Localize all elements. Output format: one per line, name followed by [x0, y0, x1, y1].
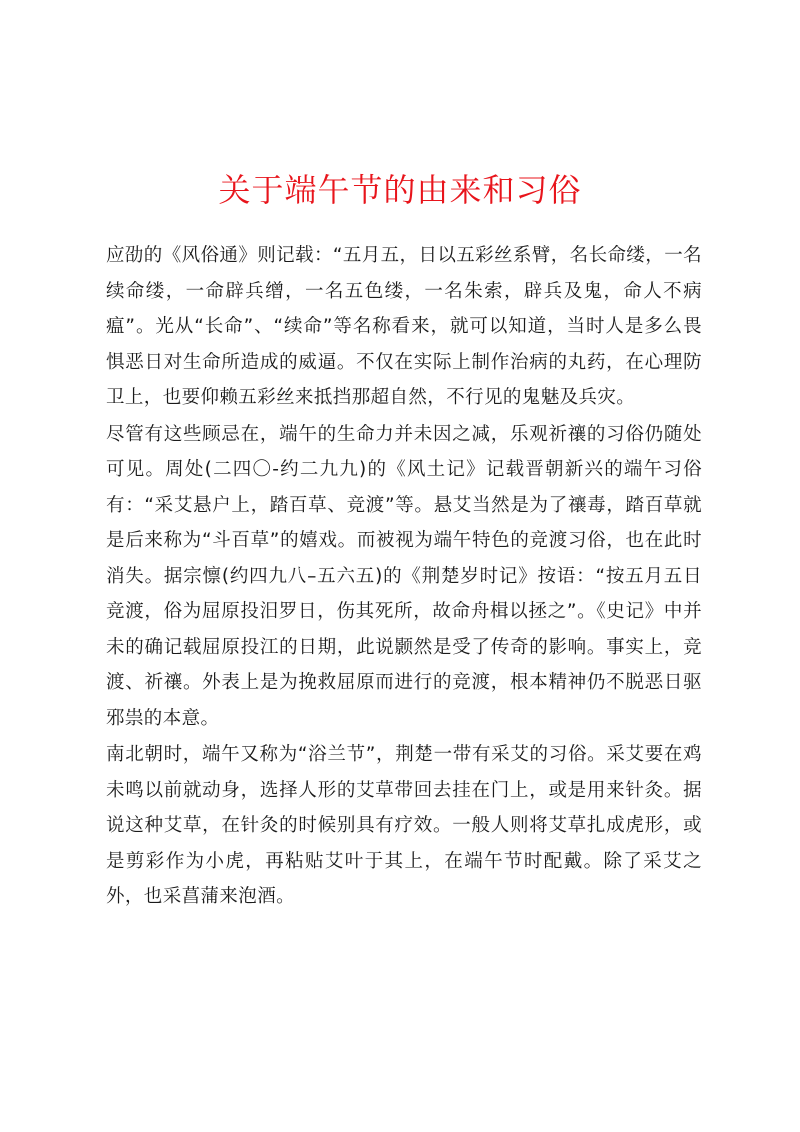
paragraph-1: 应劭的《风俗通》则记载：“五月五，日以五彩丝系臂，名长命缕，一名续命缕，一命辟兵缯，一名五色缕，一名朱索，辟兵及鬼，命人不病瘟”。光从“长命”、“续命”等名称看来，就可以知道，当时人是多么畏惧恶日对生命所造成的威逼。不仅在实际上制作治病的丸药，在心理防卫上，也要仰赖五彩丝来抵挡那超自然，不行见的鬼魅及兵灾。 — [106, 245, 702, 408]
paragraph-2: 尽管有这些顾忌在，端午的生命力并未因之减，乐观祈禳的习俗仍随处可见。周处(二四〇-约二九九)的《风土记》记载晋朝新兴的端午习俗有：“采艾悬户上，踏百草、竞渡”等。悬艾当然是为了禳毒，踏百草就是后来称为“斗百草”的嬉戏。而被视为端午特色的竞渡习俗，也在此时消失。据宗懔(约四九八–五六五)的《荆楚岁时记》按语：“按五月五日竞渡，俗为屈原投汨罗日，伤其死所，故命舟楫以拯之”。《史记》中并未的确记载屈原投江的日期，此说颢然是受了传奇的影响。事实上，竞渡、祈禳。外表上是为挽救屈原而进行的竞渡，根本精神仍不脱恶日驱邪祟的本意。 — [106, 423, 702, 729]
document-body — [106, 238, 702, 915]
paragraph-3: 南北朝时，端午又称为“浴兰节”，荆楚一带有采艾的习俗。采艾要在鸡未鸣以前就动身，选择人形的艾草带回去挂在门上，或是用来针灸。据说这种艾草，在针灸的时候别具有疗效。一般人则将艾草扎成虎形，或是剪彩作为小虎，再粘贴艾叶于其上，在端午节时配戴。除了采艾之外，也采菖蒲来泡酒。 — [106, 744, 702, 907]
document-title: 关于端午节的由来和习俗 — [218, 171, 582, 209]
